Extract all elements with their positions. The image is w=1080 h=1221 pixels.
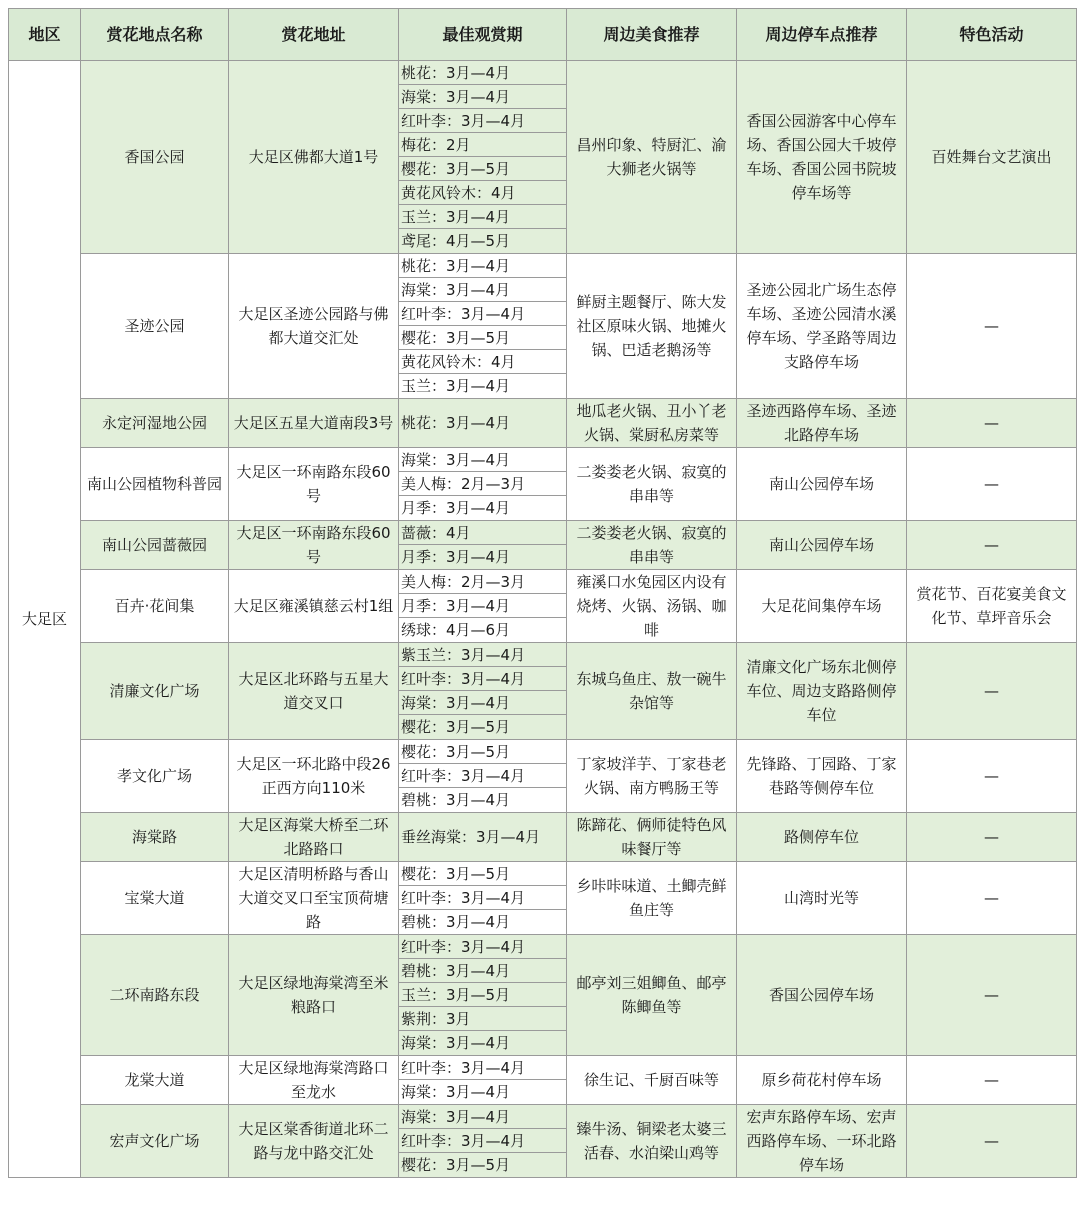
activity-cell: — — [907, 1056, 1077, 1105]
best-period-cell — [399, 254, 567, 399]
activity-cell: — — [907, 935, 1077, 1056]
table-row — [9, 448, 1077, 521]
activity-cell: — — [907, 643, 1077, 740]
address-cell: 大足区海棠大桥至二环北路路口 — [229, 813, 399, 862]
spot-name-cell: 海棠路 — [81, 813, 229, 862]
food-cell: 丁家坡洋芋、丁家巷老火锅、南方鸭肠王等 — [567, 740, 737, 813]
flower-period-item: 海棠：3月—4月 — [399, 448, 566, 472]
flower-period-item: 红叶李：3月—4月 — [399, 302, 566, 326]
table-row — [9, 521, 1077, 570]
best-period-cell — [399, 643, 567, 740]
flower-period-item: 紫荆：3月 — [399, 1007, 566, 1031]
best-period-cell — [399, 570, 567, 643]
activity-cell: — — [907, 448, 1077, 521]
best-period-cell — [399, 521, 567, 570]
table-row — [9, 61, 1077, 254]
flower-period-item: 海棠：3月—4月 — [401, 1034, 511, 1052]
spot-name-cell: 二环南路东段 — [81, 935, 229, 1056]
flower-period-item: 碧桃：3月—4月 — [399, 959, 566, 983]
activity-cell: — — [907, 813, 1077, 862]
region-cell: 大足区 — [9, 61, 81, 1178]
flower-period-item: 桃花：3月—4月 — [399, 254, 566, 278]
flower-period-item: 碧桃：3月—4月 — [401, 791, 511, 809]
address-cell: 大足区圣迹公园路与佛都大道交汇处 — [229, 254, 399, 399]
food-cell: 乡咔咔味道、土鲫壳鲜鱼庄等 — [567, 862, 737, 935]
activity-cell: — — [907, 521, 1077, 570]
best-period-cell — [399, 935, 567, 1056]
spot-name-cell: 孝文化广场 — [81, 740, 229, 813]
flower-period-item: 樱花：3月—5月 — [399, 740, 566, 764]
flower-period-item: 红叶李：3月—4月 — [399, 109, 566, 133]
address-cell: 大足区雍溪镇慈云村1组 — [229, 570, 399, 643]
flower-period-item: 海棠：3月—4月 — [399, 85, 566, 109]
flower-period-item: 桃花：3月—4月 — [399, 61, 566, 85]
best-period-cell — [399, 1056, 567, 1105]
activity-cell: — — [907, 254, 1077, 399]
header-activity: 特色活动 — [907, 9, 1077, 61]
address-cell: 大足区佛都大道1号 — [229, 61, 399, 254]
flower-period-item: 碧桃：3月—4月 — [401, 913, 511, 931]
flower-period-item: 樱花：3月—5月 — [401, 1156, 511, 1174]
flower-period-item: 美人梅：2月—3月 — [399, 472, 566, 496]
table-row — [9, 862, 1077, 935]
flower-period-item: 黄花风铃木：4月 — [399, 350, 566, 374]
flower-period-item: 樱花：3月—5月 — [399, 157, 566, 181]
flower-period-item: 黄花风铃木：4月 — [399, 181, 566, 205]
header-spot-name: 赏花地点名称 — [81, 9, 229, 61]
best-period-cell — [399, 61, 567, 254]
food-cell: 昌州印象、特厨汇、渝大狮老火锅等 — [567, 61, 737, 254]
header-best-period: 最佳观赏期 — [399, 9, 567, 61]
header-region: 地区 — [9, 9, 81, 61]
address-cell: 大足区北环路与五星大道交叉口 — [229, 643, 399, 740]
activity-cell: — — [907, 862, 1077, 935]
parking-cell: 大足花间集停车场 — [737, 570, 907, 643]
flower-period-item: 月季：3月—4月 — [401, 499, 511, 517]
best-period-cell — [399, 813, 567, 862]
flower-period-item: 鸢尾：4月—5月 — [401, 232, 511, 250]
flower-period-item: 紫玉兰：3月—4月 — [399, 643, 566, 667]
flower-period-item: 蔷薇：4月 — [399, 521, 566, 545]
table-row — [9, 643, 1077, 740]
table-row — [9, 935, 1077, 1056]
table-row — [9, 1056, 1077, 1105]
parking-cell: 路侧停车位 — [737, 813, 907, 862]
flower-period-item: 海棠：3月—4月 — [399, 691, 566, 715]
food-cell: 地瓜老火锅、丑小丫老火锅、棠厨私房菜等 — [567, 399, 737, 448]
best-period-cell — [399, 399, 567, 448]
spot-name-cell: 清廉文化广场 — [81, 643, 229, 740]
parking-cell: 宏声东路停车场、宏声西路停车场、一环北路停车场 — [737, 1105, 907, 1178]
flower-period-item: 海棠：3月—4月 — [401, 1083, 511, 1101]
flower-period-item: 红叶李：3月—4月 — [399, 667, 566, 691]
food-cell: 鲜厨主题餐厅、陈大发社区原味火锅、地摊火锅、巴适老鹅汤等 — [567, 254, 737, 399]
activity-cell: 百姓舞台文艺演出 — [907, 61, 1077, 254]
food-cell: 东城乌鱼庄、敖一碗牛杂馆等 — [567, 643, 737, 740]
address-cell: 大足区清明桥路与香山大道交叉口至宝顶荷塘路 — [229, 862, 399, 935]
best-period-cell — [399, 1105, 567, 1178]
food-cell: 二娄娄老火锅、寂寞的串串等 — [567, 448, 737, 521]
flower-period-item: 红叶李：3月—4月 — [399, 886, 566, 910]
flower-period-item: 美人梅：2月—3月 — [399, 570, 566, 594]
activity-cell: 赏花节、百花宴美食文化节、草坪音乐会 — [907, 570, 1077, 643]
parking-cell: 香国公园游客中心停车场、香国公园大千坡停车场、香国公园书院坡停车场等 — [737, 61, 907, 254]
parking-cell: 先锋路、丁园路、丁家巷路等侧停车位 — [737, 740, 907, 813]
table-body — [9, 61, 1077, 1178]
header-food: 周边美食推荐 — [567, 9, 737, 61]
food-cell: 臻牛汤、铜梁老太婆三活春、水泊梁山鸡等 — [567, 1105, 737, 1178]
table-row — [9, 813, 1077, 862]
parking-cell: 香国公园停车场 — [737, 935, 907, 1056]
spot-name-cell: 龙棠大道 — [81, 1056, 229, 1105]
address-cell: 大足区一环北路中段26正西方向110米 — [229, 740, 399, 813]
flower-period-item: 梅花：2月 — [399, 133, 566, 157]
flower-period-item: 桃花：3月—4月 — [401, 414, 511, 432]
flower-period-item: 玉兰：3月—4月 — [399, 205, 566, 229]
parking-cell: 山湾时光等 — [737, 862, 907, 935]
parking-cell: 原乡荷花村停车场 — [737, 1056, 907, 1105]
food-cell: 二娄娄老火锅、寂寞的串串等 — [567, 521, 737, 570]
spot-name-cell: 宏声文化广场 — [81, 1105, 229, 1178]
activity-cell: — — [907, 1105, 1077, 1178]
food-cell: 邮亭刘三姐鲫鱼、邮亭陈鲫鱼等 — [567, 935, 737, 1056]
table-row — [9, 740, 1077, 813]
flower-period-item: 海棠：3月—4月 — [399, 278, 566, 302]
address-cell: 大足区一环南路东段60号 — [229, 521, 399, 570]
address-cell: 大足区绿地海棠湾路口至龙水 — [229, 1056, 399, 1105]
activity-cell: — — [907, 399, 1077, 448]
food-cell: 陈蹄花、俩师徒特色风味餐厅等 — [567, 813, 737, 862]
header-address: 赏花地址 — [229, 9, 399, 61]
flower-period-item: 红叶李：3月—4月 — [399, 764, 566, 788]
flower-period-item: 月季：3月—4月 — [401, 548, 511, 566]
flower-period-item: 绣球：4月—6月 — [401, 621, 511, 639]
best-period-cell — [399, 448, 567, 521]
spot-name-cell: 百卉·花间集 — [81, 570, 229, 643]
table-row — [9, 570, 1077, 643]
spot-name-cell: 永定河湿地公园 — [81, 399, 229, 448]
best-period-cell — [399, 740, 567, 813]
flower-period-item: 垂丝海棠：3月—4月 — [401, 828, 541, 846]
address-cell: 大足区五星大道南段3号 — [229, 399, 399, 448]
address-cell: 大足区棠香街道北环二路与龙中路交汇处 — [229, 1105, 399, 1178]
spot-name-cell: 圣迹公园 — [81, 254, 229, 399]
flower-viewing-table — [8, 8, 1076, 1178]
spot-name-cell: 南山公园植物科普园 — [81, 448, 229, 521]
table-row — [9, 254, 1077, 399]
flower-period-item: 红叶李：3月—4月 — [399, 1056, 566, 1080]
address-cell: 大足区一环南路东段60号 — [229, 448, 399, 521]
address-cell: 大足区绿地海棠湾至米粮路口 — [229, 935, 399, 1056]
best-period-cell — [399, 862, 567, 935]
flower-period-item: 红叶李：3月—4月 — [399, 935, 566, 959]
food-cell: 徐生记、千厨百味等 — [567, 1056, 737, 1105]
table-row — [9, 1105, 1077, 1178]
parking-cell: 南山公园停车场 — [737, 448, 907, 521]
flower-period-item: 玉兰：3月—4月 — [401, 377, 511, 395]
header-parking: 周边停车点推荐 — [737, 9, 907, 61]
flower-period-item: 红叶李：3月—4月 — [399, 1129, 566, 1153]
parking-cell: 南山公园停车场 — [737, 521, 907, 570]
flower-period-item: 樱花：3月—5月 — [401, 718, 511, 736]
flower-period-item: 月季：3月—4月 — [399, 594, 566, 618]
parking-cell: 圣迹公园北广场生态停车场、圣迹公园清水溪停车场、学圣路等周边支路停车场 — [737, 254, 907, 399]
parking-cell: 清廉文化广场东北侧停车位、周边支路路侧停车位 — [737, 643, 907, 740]
spot-name-cell: 香国公园 — [81, 61, 229, 254]
flower-period-item: 海棠：3月—4月 — [399, 1105, 566, 1129]
table-row — [9, 399, 1077, 448]
flower-period-item: 樱花：3月—5月 — [399, 862, 566, 886]
activity-cell: — — [907, 740, 1077, 813]
spot-name-cell: 南山公园蔷薇园 — [81, 521, 229, 570]
header-row — [9, 9, 1077, 61]
parking-cell: 圣迹西路停车场、圣迹北路停车场 — [737, 399, 907, 448]
food-cell: 雍溪口水兔园区内设有烧烤、火锅、汤锅、咖啡 — [567, 570, 737, 643]
spot-name-cell: 宝棠大道 — [81, 862, 229, 935]
flower-period-item: 樱花：3月—5月 — [399, 326, 566, 350]
flower-period-item: 玉兰：3月—5月 — [399, 983, 566, 1007]
